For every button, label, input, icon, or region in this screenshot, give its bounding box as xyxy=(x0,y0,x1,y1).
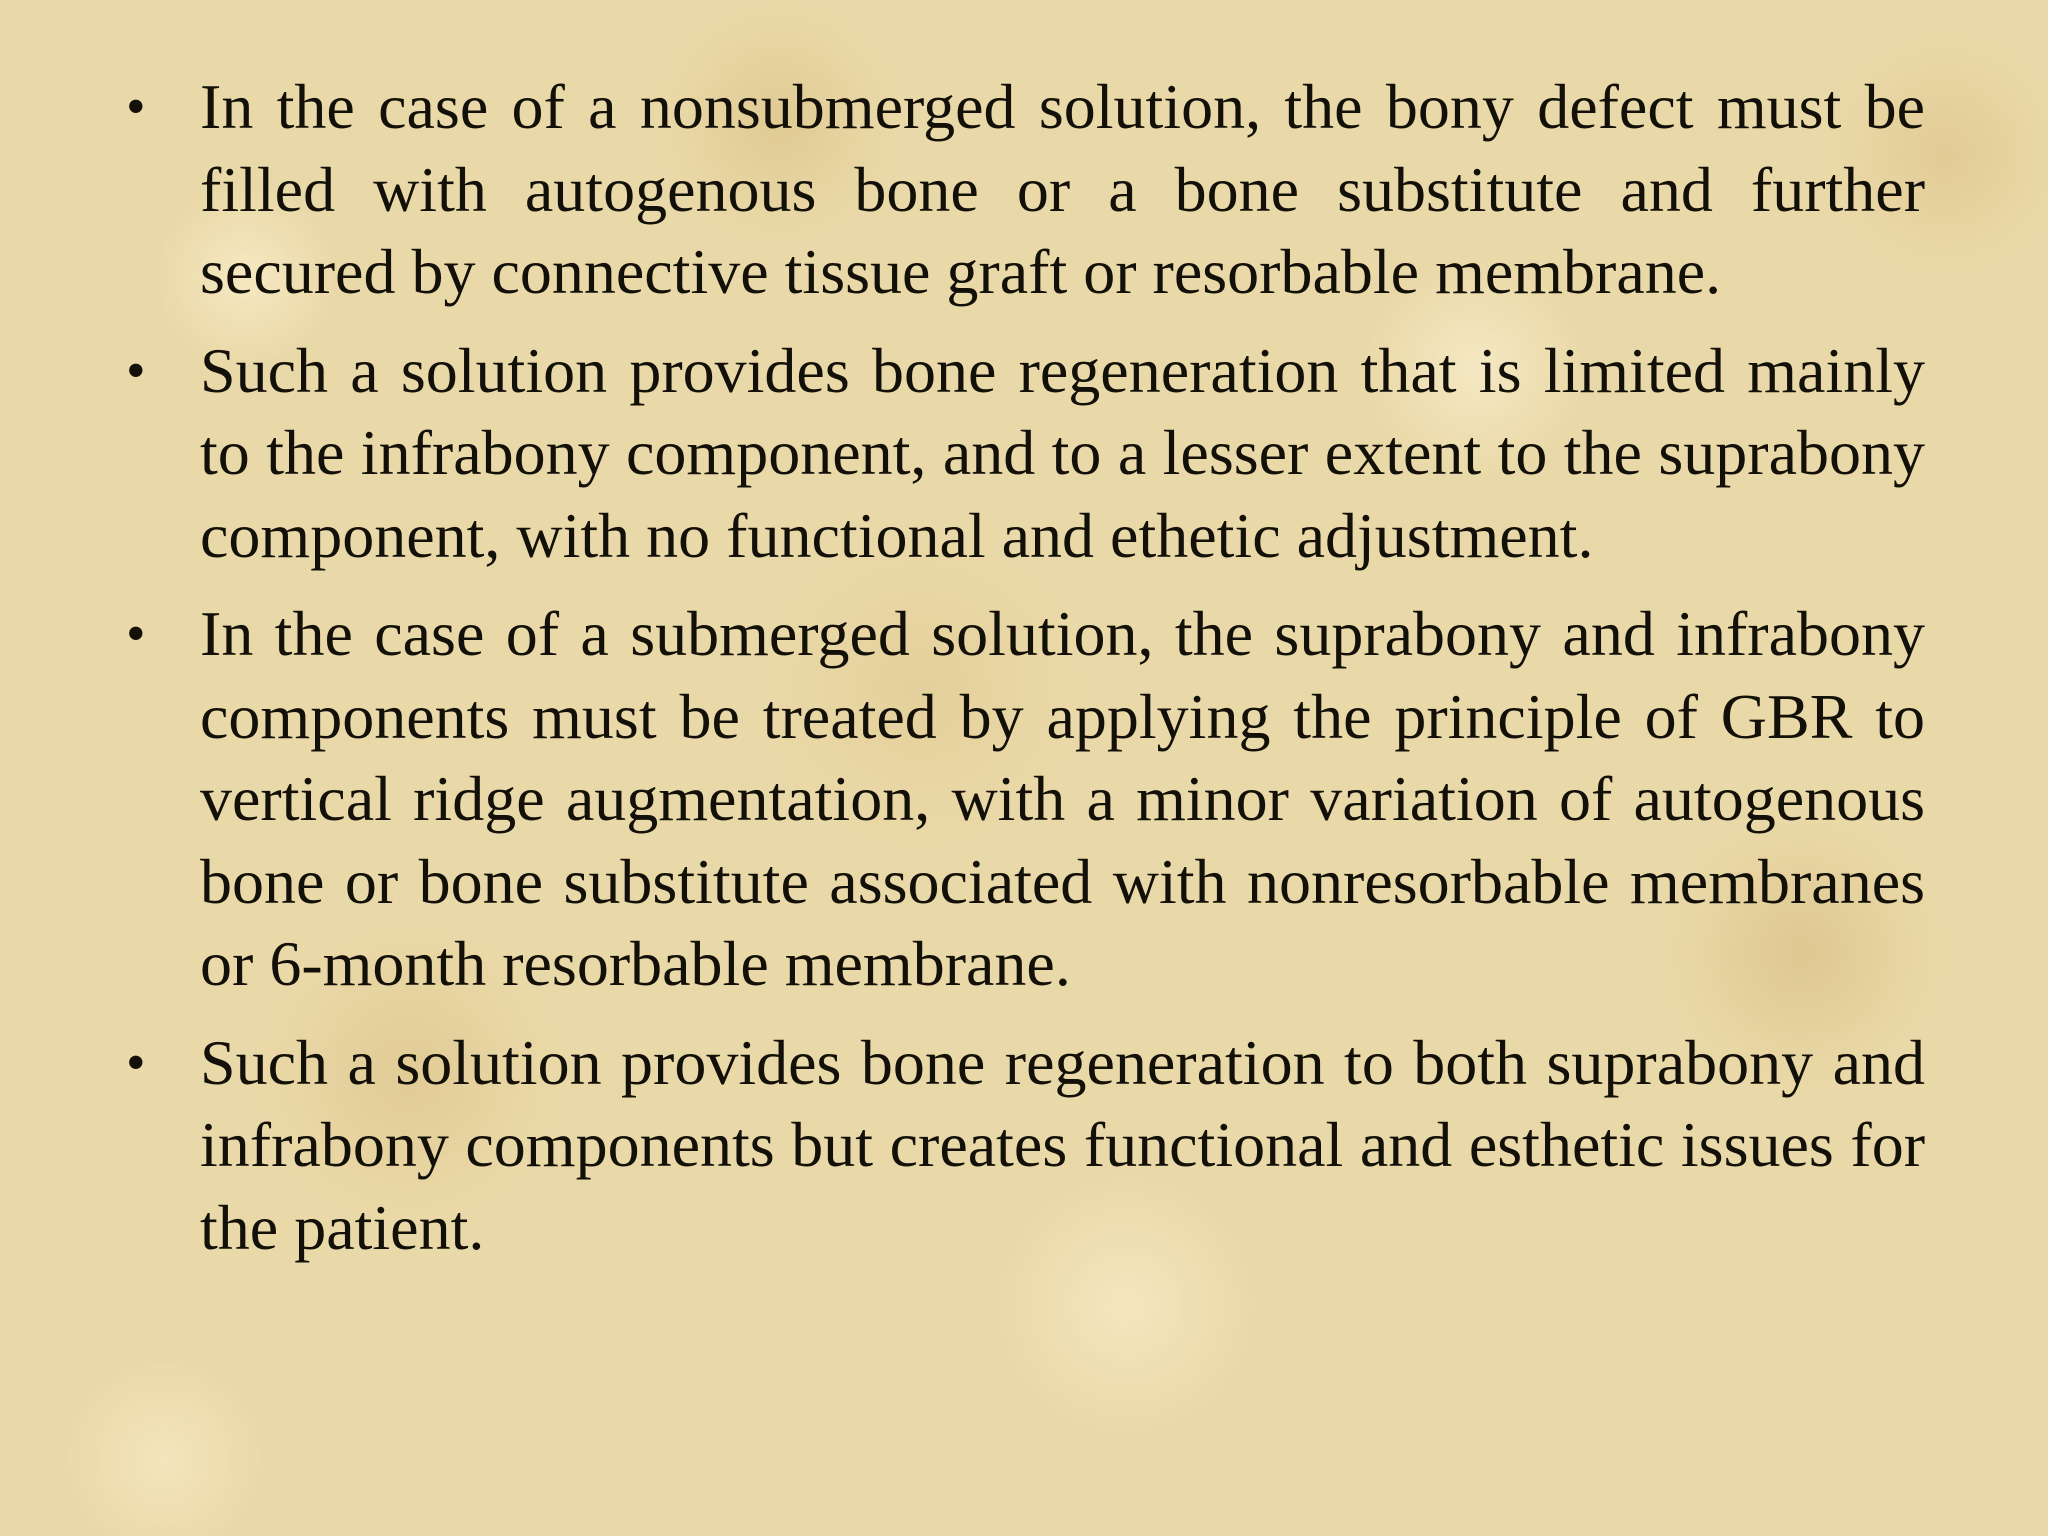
bullet-list xyxy=(120,66,1925,1285)
bullet-marker: • xyxy=(126,1031,146,1094)
bullet-marker: • xyxy=(126,76,146,138)
bullet-item-4 xyxy=(120,1022,1925,1270)
bullet-item-3 xyxy=(120,593,1925,1006)
bullet-marker: • xyxy=(126,339,146,402)
bullet-text: Such a solution provides bone regeneration to both suprabony and infrabony components but creates functional and esthetic issues for the patient. xyxy=(200,1026,1925,1263)
bullet-text: In the case of a nonsubmerged solution, the bony defect must be filled with autogenous bone or a bone substitute and further secured by connective tissue graft or resorbable membrane. xyxy=(200,71,1925,307)
bullet-text: In the case of a submerged solution, the suprabony and infrabony components must be treated by applying the principle of GBR to vertical ridge augmentation, with a minor variation of autogenous bone or bone substitute associated with nonresorbable membranes or 6-month resorbable membrane. xyxy=(200,598,1925,999)
bullet-item-1 xyxy=(120,66,1925,314)
bullet-text: Such a solution provides bone regeneration that is limited mainly to the infrabony component, and to a lesser extent to the suprabony component, with no functional and ethetic adjustment. xyxy=(200,334,1925,571)
bullet-item-2 xyxy=(120,330,1925,578)
bullet-marker: • xyxy=(126,603,146,665)
